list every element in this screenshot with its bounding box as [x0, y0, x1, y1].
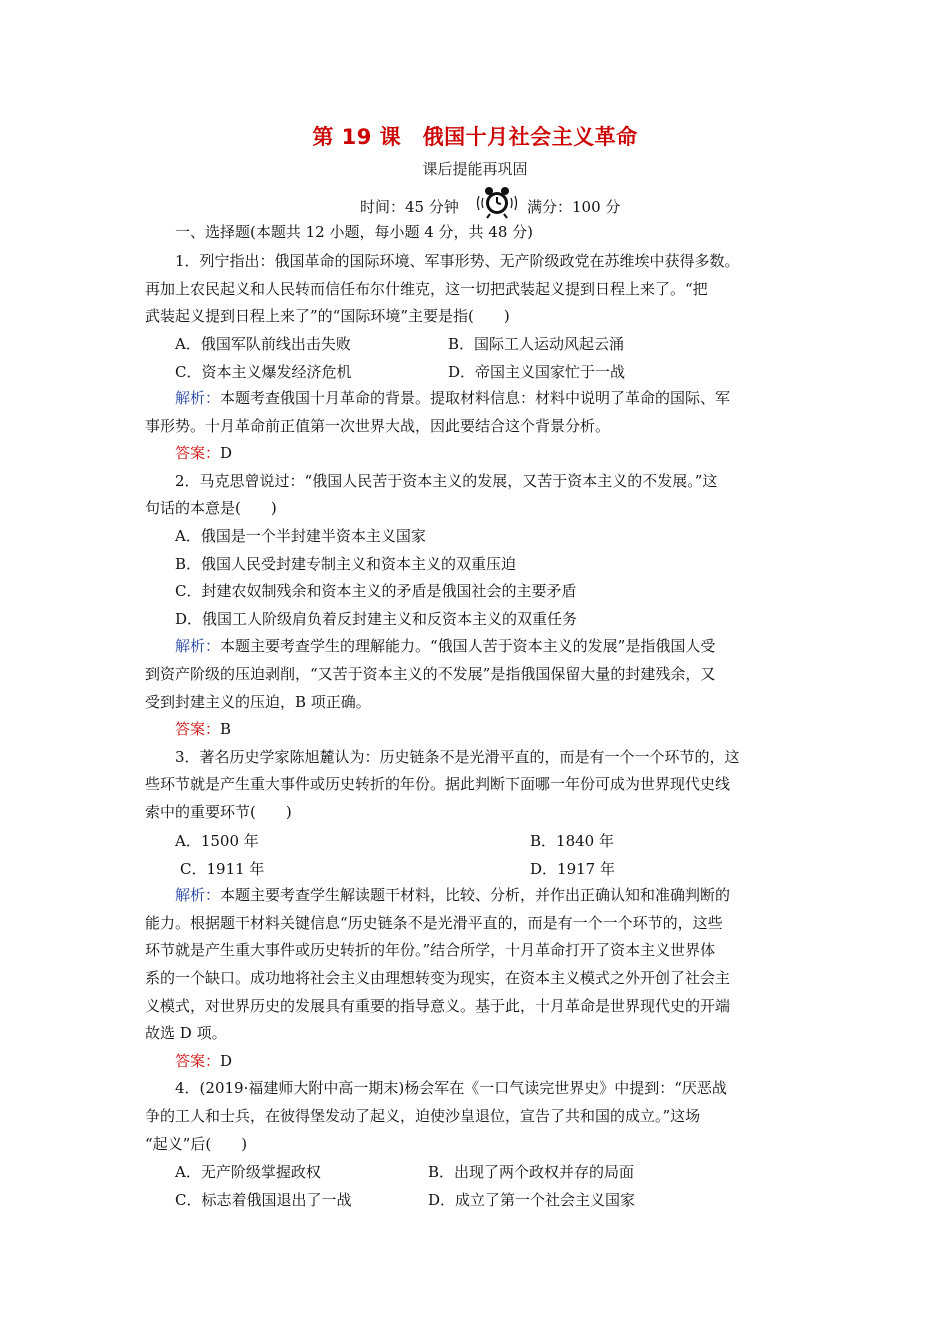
answer-value: D [220, 444, 233, 462]
analysis-text: 故选 D 项。 [145, 1024, 227, 1042]
question-text: “起义”后( ) [145, 1135, 248, 1153]
analysis-text: 系的一个缺口。成功地将社会主义由理想转变为现实，在资本主义模式之外开创了社会主 [145, 969, 731, 987]
score-label: 满分：100 分 [527, 198, 621, 216]
option: A．俄国是一个半封建半资本主义国家 [175, 527, 426, 545]
option: A．1500 年 [175, 832, 259, 850]
question-text: 3．著名历史学家陈旭麓认为：历史链条不是光滑平直的，而是有一个一个环节的，这 [175, 748, 740, 766]
question-text: 句话的本意是( ) [145, 499, 277, 517]
question-text: 4．(2019·福建师大附中高一期末)杨会军在《一口气读完世界史》中提到：“厌恶战 [175, 1079, 727, 1097]
option: A．俄国军队前线出击失败 [175, 335, 351, 353]
option: B．1840 年 [530, 832, 614, 850]
question-text: 些环节就是产生重大事件或历史转折的年份。据此判断下面哪一年份可成为世界现代史线 [145, 775, 731, 793]
time-label: 时间：45 分钟 [360, 198, 459, 216]
question-text: 再加上农民起义和人民转而信任布尔什维克，这一切把武装起义提到日程上来了。“把 [145, 280, 708, 298]
question-text: 1．列宁指出：俄国革命的国际环境、军事形势、无产阶级政党在苏维埃中获得多数。 [175, 252, 740, 270]
option: C．标志着俄国退出了一战 [175, 1191, 352, 1209]
analysis-text: 事形势。十月革命前正值第一次世界大战，因此要结合这个背景分析。 [145, 417, 611, 435]
analysis-line [145, 885, 840, 905]
question-text: 索中的重要环节( ) [145, 803, 292, 821]
analysis-label: 解析： [175, 389, 221, 407]
analysis-line [145, 388, 840, 408]
question-text: 争的工人和士兵，在彼得堡发动了起义，迫使沙皇退位，宣告了共和国的成立。”这场 [145, 1107, 701, 1125]
analysis-text: 环节就是产生重大事件或历史转折的年份。”结合所学，十月革命打开了资本主义世界体 [145, 941, 716, 959]
option: B．出现了两个政权并存的局面 [428, 1163, 635, 1181]
answer-value: D [220, 1052, 233, 1070]
analysis-label: 解析： [175, 886, 221, 904]
analysis-text: 到资产阶级的压迫剥削，“又苦于资本主义的不发展”是指俄国保留大量的封建残余，又 [145, 665, 716, 683]
analysis-text: 义模式，对世界历史的发展具有重要的指导意义。基于此，十月革命是世界现代史的开端 [145, 997, 731, 1015]
answer-label: 答案： [175, 720, 221, 738]
question-text: 2．马克思曾说过：“俄国人民苦于资本主义的发展，又苦于资本主义的不发展。”这 [175, 472, 718, 490]
option: D．成立了第一个社会主义国家 [428, 1191, 636, 1209]
question-text: 武装起义提到日程上来了”的“国际环境”主要是指( ) [145, 307, 510, 325]
answer-line [145, 443, 840, 463]
option: B．俄国人民受封建专制主义和资本主义的双重压迫 [175, 555, 517, 573]
analysis-text: 受到封建主义的压迫，B 项正确。 [145, 693, 371, 711]
answer-line [145, 1051, 840, 1071]
alarm-clock-icon [474, 184, 520, 220]
answer-label: 答案： [175, 1052, 221, 1070]
answer-label: 答案： [175, 444, 221, 462]
analysis-label: 解析： [175, 637, 221, 655]
option: C．资本主义爆发经济危机 [175, 363, 352, 381]
analysis-text: 本题主要考查学生的理解能力。“俄国人苦于资本主义的发展”是指俄国人受 [220, 637, 716, 655]
option: D．俄国工人阶级肩负着反封建主义和反资本主义的双重任务 [175, 610, 578, 628]
page-subtitle: 课后提能再巩固 [422, 160, 528, 178]
time-score-bar [0, 184, 950, 224]
analysis-text: 本题主要考查学生解读题干材料，比较、分析，并作出正确认知和准确判断的 [220, 886, 731, 904]
option: A．无产阶级掌握政权 [175, 1163, 321, 1181]
answer-value: B [220, 720, 232, 738]
analysis-text: 能力。根据题干材料关键信息“历史链条不是光滑平直的，而是有一个一个环节的，这些 [145, 914, 723, 932]
page-title: 第 19 课 俄国十月社会主义革命 [312, 125, 638, 149]
section-heading: 一、选择题(本题共 12 小题，每小题 4 分，共 48 分) [175, 223, 534, 241]
option: C．封建农奴制残余和资本主义的矛盾是俄国社会的主要矛盾 [175, 582, 577, 600]
option: B．国际工人运动风起云涌 [448, 335, 625, 353]
analysis-line [145, 636, 840, 656]
option: C．1911 年 [180, 860, 265, 878]
option: D．1917 年 [530, 860, 615, 878]
answer-line [145, 719, 840, 739]
analysis-text: 本题考查俄国十月革命的背景。提取材料信息：材料中说明了革命的国际、军 [220, 389, 731, 407]
option: D．帝国主义国家忙于一战 [448, 363, 626, 381]
